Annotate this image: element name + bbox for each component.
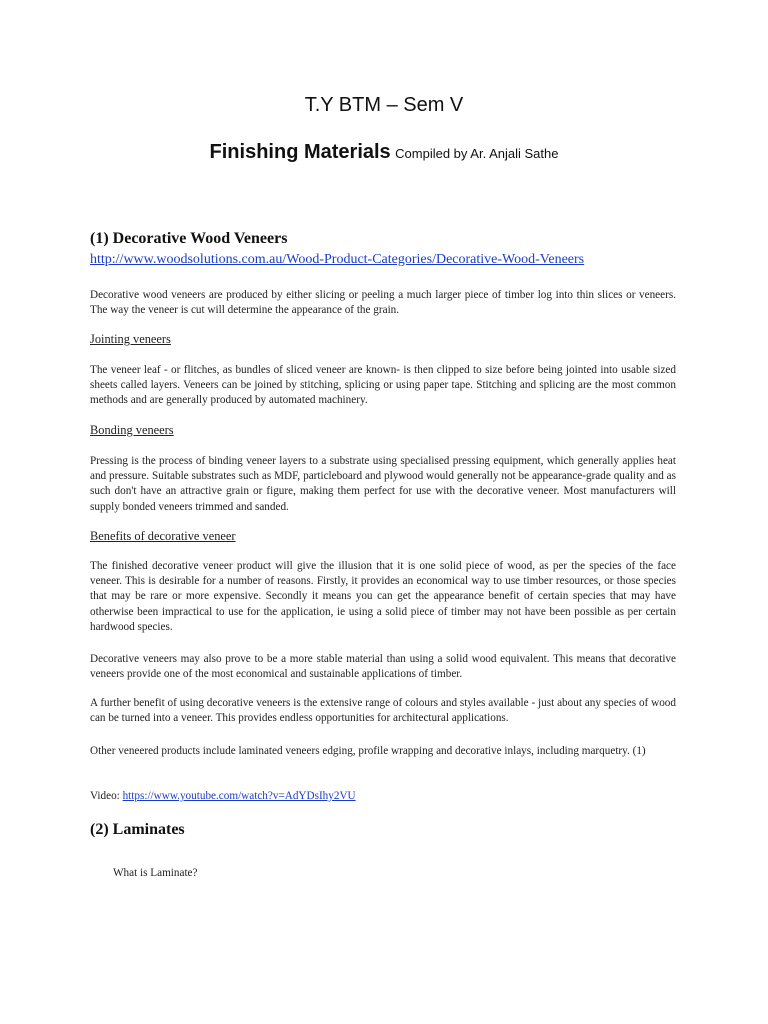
video-link[interactable]: https://www.youtube.com/watch?v=AdYDsIhy2VU: [122, 790, 356, 802]
section-heading-veneers: (1) Decorative Wood Veneers: [90, 230, 288, 247]
subject-title: Finishing Materials: [209, 141, 391, 163]
benefits-paragraph-1: The finished decorative veneer product will give the illusion that it is one solid piece of wood, as per the species of the face veneer. This is desirable for a number of reasons. Firstly, it provides an economical way to use timber resources, or those species that may be rare or more expensive. Secondly it means you can get the appearance benefit of certain species that may have otherwise been impractical to use for the application, ie using a solid piece of timber may not have been possible as per certain hardwood species.: [90, 560, 676, 633]
benefits-paragraph-4: Other veneered products include laminated veneers edging, profile wrapping and decorative inlays, including marquetry. (1): [90, 745, 646, 757]
section-heading-laminates: (2) Laminates: [90, 821, 185, 838]
intro-paragraph: Decorative wood veneers are produced by either slicing or peeling a much larger piece of timber log into thin slices or veneers. The way the veneer is cut will determine the appearance of the grain.: [90, 289, 676, 317]
laminate-question: What is Laminate?: [113, 867, 198, 879]
video-line: [90, 789, 676, 804]
page-title: T.Y BTM – Sem V: [304, 94, 464, 116]
jointing-heading: Jointing veneers: [90, 332, 171, 346]
bonding-paragraph: Pressing is the process of binding veneer layers to a substrate using specialised pressing equipment, which generally applies heat and pressure. Suitable substrates such as MDF, particleboard and plywood would generally not be appearance-grade quality and as such don't have an attractive grain or figure, making them perfect for use with the decorative veneer. Most manufacturers will supply bonded veneers trimmed and sanded.: [90, 455, 676, 513]
benefits-paragraph-3: A further benefit of using decorative veneers is the extensive range of colours and styles available - just about any species of wood can be turned into a veneer. This provides endless opportunities for architectural applications.: [90, 697, 676, 725]
video-label: Video:: [90, 790, 123, 802]
benefits-heading: Benefits of decorative veneer: [90, 529, 236, 543]
page-subtitle: [0, 141, 768, 164]
bonding-heading: Bonding veneers: [90, 423, 174, 437]
benefits-paragraph-2: Decorative veneers may also prove to be a more stable material than using a solid wood equivalent. This means that decorative veneers provide one of the most economical and sustainable applications of timber.: [90, 653, 676, 681]
jointing-paragraph: The veneer leaf - or flitches, as bundles of sliced veneer are known- is then clipped to size before being jointed into usable sized sheets called layers. Veneers can be joined by stitching, splicing or using paper tape. Stitching and splicing are the most common methods and are generally produced by automated machinery.: [90, 364, 676, 407]
compiled-by: Compiled by Ar. Anjali Sathe: [395, 146, 559, 161]
woodsolutions-link[interactable]: http://www.woodsolutions.com.au/Wood-Product-Categories/Decorative-Wood-Veneers: [90, 252, 585, 267]
